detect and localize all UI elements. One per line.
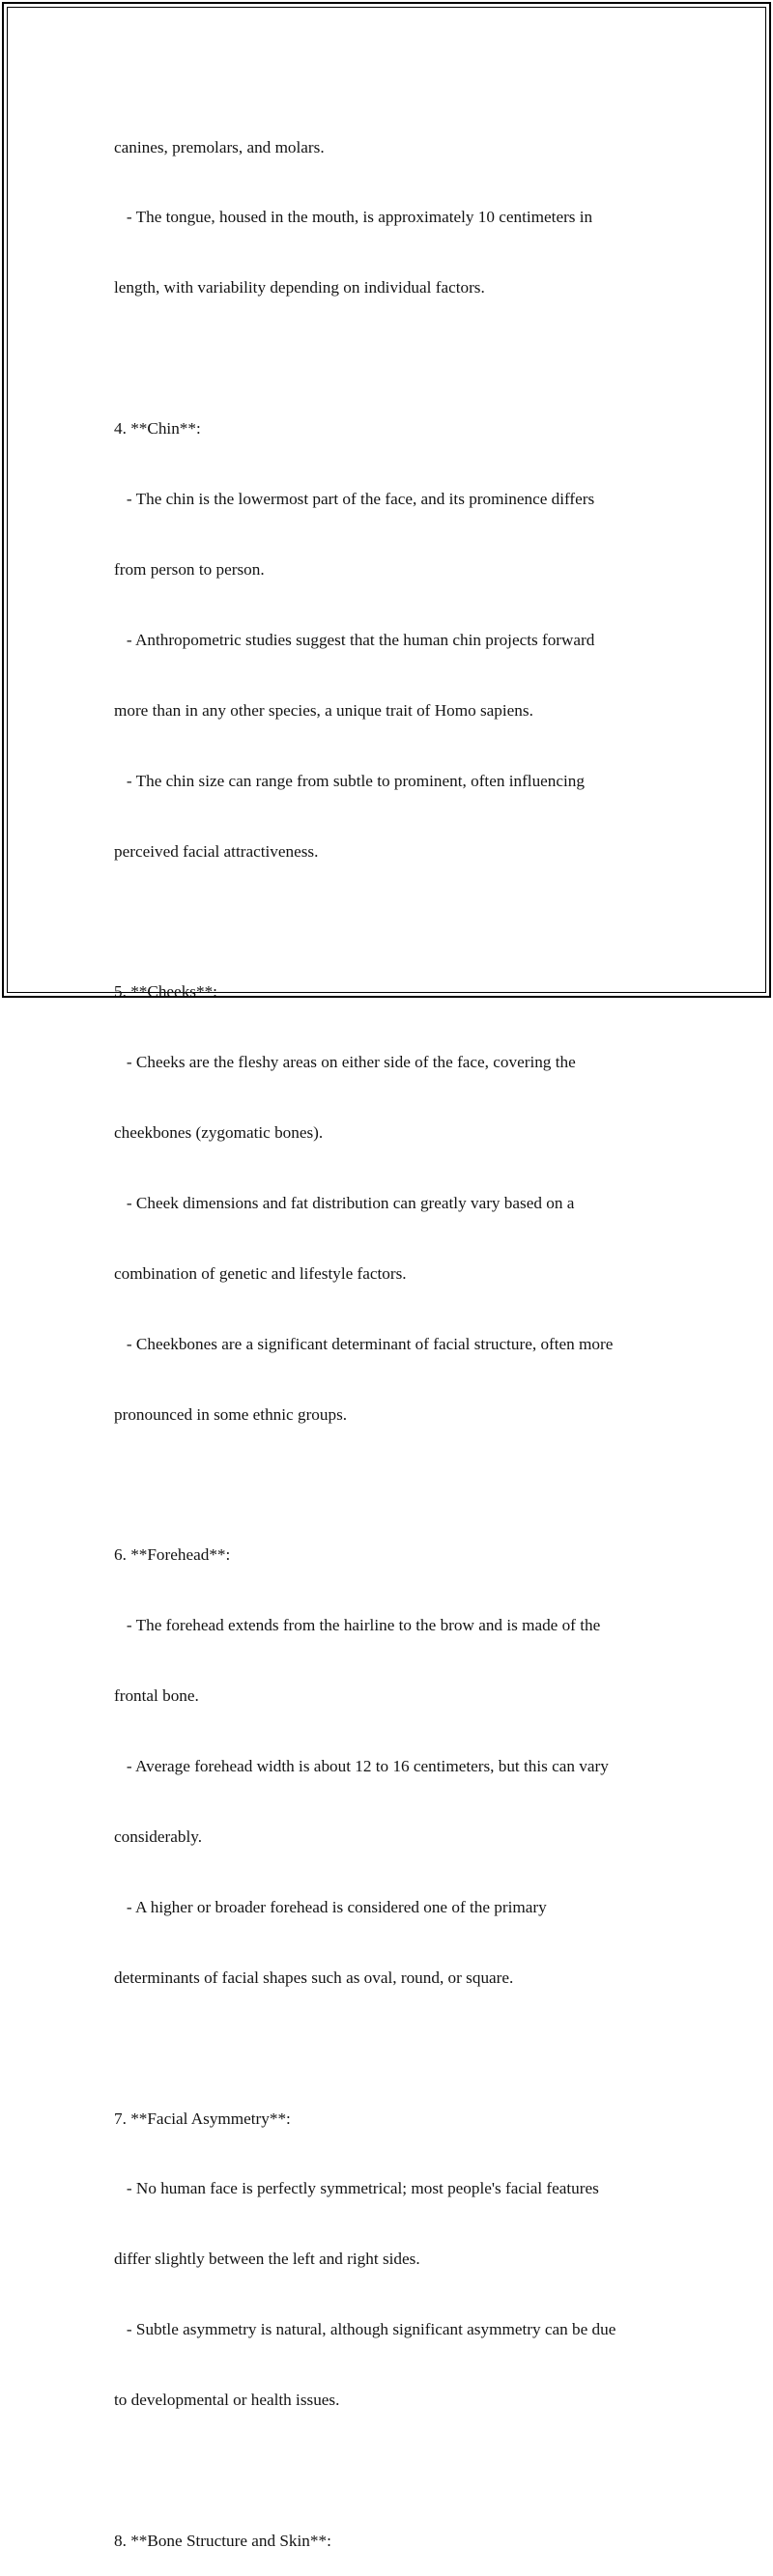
text-line: - Anthropometric studies suggest that the human chin projects forward — [114, 630, 595, 649]
text-line: length, with variability depending on individual factors. — [114, 278, 485, 297]
section-heading-chin: 4. **Chin**: — [114, 419, 201, 439]
text-line: - The chin size can range from subtle to prominent, often influencing — [114, 771, 585, 790]
section-heading-forehead: 6. **Forehead**: — [114, 1545, 231, 1565]
blank-line — [114, 2037, 665, 2060]
text-line: - The forehead extends from the hairline to the brow and is made of the — [114, 1616, 601, 1635]
text-line: canines, premolars, and molars. — [114, 137, 325, 156]
blank-line — [114, 347, 665, 370]
text-line: more than in any other species, a unique trait of Homo sapiens. — [114, 700, 533, 720]
text-line: combination of genetic and lifestyle factors. — [114, 1263, 407, 1283]
text-line: - Cheeks are the fleshy areas on either side of the face, covering the — [114, 1053, 576, 1072]
text-line: from person to person. — [114, 559, 265, 579]
text-line: - No human face is perfectly symmetrical; most people's facial features — [114, 2179, 599, 2198]
blank-line — [114, 1474, 665, 1497]
text-line: determinants of facial shapes such as oval, round, or square. — [114, 1967, 514, 1987]
text-line: - The tongue, housed in the mouth, is approximately 10 centimeters in — [114, 208, 593, 227]
text-line: - The chin is the lowermost part of the face, and its prominence differs — [114, 490, 595, 509]
text-line: pronounced in some ethnic groups. — [114, 1404, 348, 1424]
text-line: - Average forehead width is about 12 to 16 centimeters, but this can vary — [114, 1757, 609, 1776]
blank-line — [114, 910, 665, 933]
document-body — [114, 89, 665, 2576]
text-line: - A higher or broader forehead is considered one of the primary — [114, 1897, 547, 1916]
text-line: cheekbones (zygomatic bones). — [114, 1123, 324, 1143]
text-line: to developmental or health issues. — [114, 2391, 340, 2410]
text-line: - Cheek dimensions and fat distribution can greatly vary based on a — [114, 1193, 575, 1212]
blank-line — [114, 2459, 665, 2482]
text-line: - Cheekbones are a significant determinant of facial structure, often more — [114, 1334, 614, 1353]
section-heading-bone-structure-and-skin: 8. **Bone Structure and Skin**: — [114, 2531, 331, 2550]
text-line: perceived facial attractiveness. — [114, 841, 319, 861]
text-line: - Subtle asymmetry is natural, although significant asymmetry can be due — [114, 2320, 616, 2339]
text-line: differ slightly between the left and right sides. — [114, 2250, 420, 2269]
section-heading-cheeks: 5. **Cheeks**: — [114, 982, 217, 1002]
text-line: frontal bone. — [114, 1686, 199, 1706]
text-line: considerably. — [114, 1826, 202, 1846]
section-heading-facial-asymmetry: 7. **Facial Asymmetry**: — [114, 2109, 291, 2128]
